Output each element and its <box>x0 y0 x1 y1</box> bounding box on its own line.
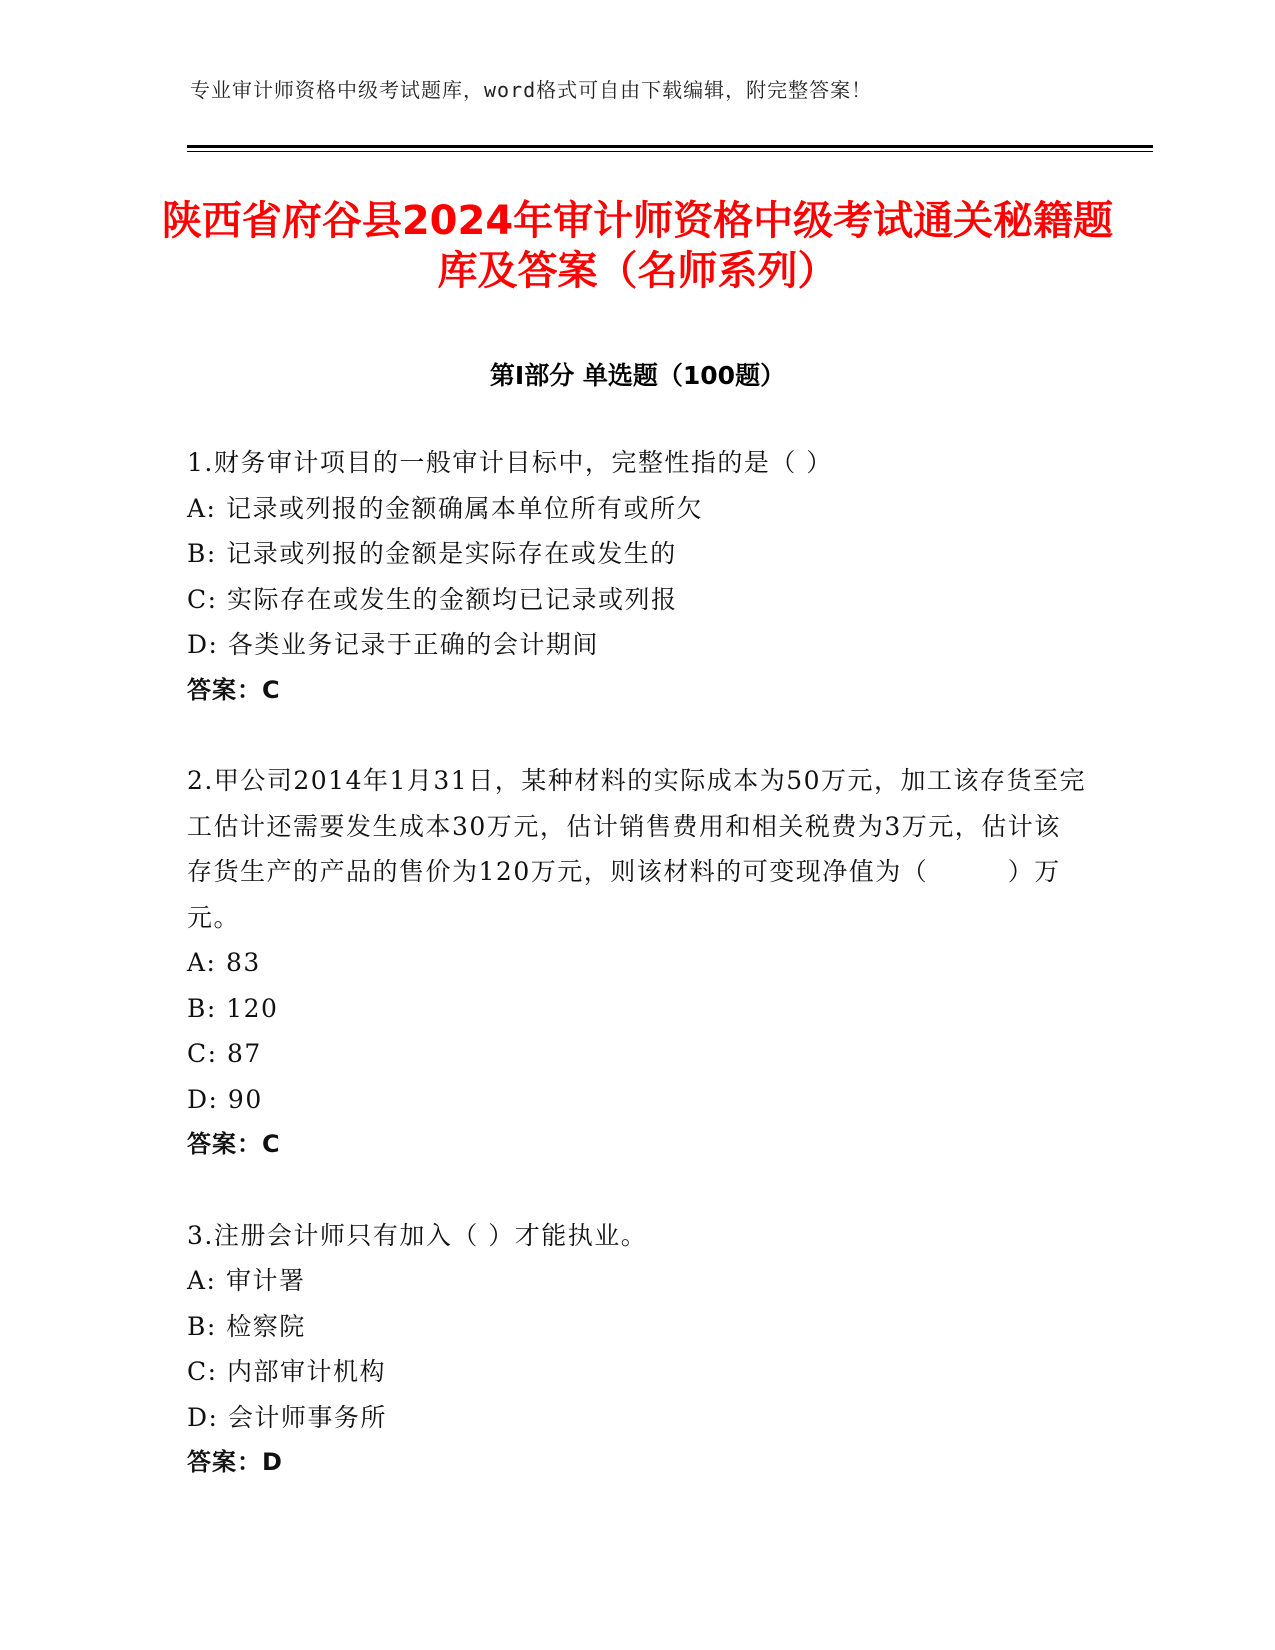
document-title: 陕西省府谷县2024年审计师资格中级考试通关秘籍题库及答案（名师系列） <box>161 198 1114 294</box>
option-text: 120 <box>226 993 279 1023</box>
question-list <box>187 440 1087 1531</box>
question-2 <box>187 758 1087 1168</box>
option-letter: C: <box>187 1039 218 1068</box>
option-letter: B: <box>187 539 217 568</box>
option-letter: C: <box>187 1357 218 1386</box>
option-a <box>187 486 1087 532</box>
option-letter: D: <box>187 1084 219 1114</box>
header-rule-thick <box>187 145 1153 148</box>
option-letter: B: <box>187 1311 217 1341</box>
option-letter: C: <box>187 584 218 614</box>
option-letter: A: <box>187 493 217 523</box>
option-text: 检察院 <box>226 1311 306 1341</box>
option-letter: D: <box>187 1402 219 1432</box>
question-stem: 1.财务审计项目的一般审计目标中，完整性指的是（ ） <box>187 448 833 477</box>
option-text: 83 <box>225 948 261 977</box>
option-text: 会计师事务所 <box>227 1402 387 1432</box>
question-1 <box>187 440 1087 713</box>
option-text: 记录或列报的金额确属本单位所有或所欠 <box>225 493 703 523</box>
answer-line: 答案：C <box>187 675 281 704</box>
option-text: 记录或列报的金额是实际存在或发生的 <box>226 539 677 568</box>
option-text: 审计署 <box>225 1266 306 1295</box>
option-b <box>187 986 1087 1032</box>
header-rule-thin <box>187 151 1153 152</box>
option-c <box>187 1031 1087 1077</box>
answer-line: 答案：C <box>187 1130 281 1158</box>
option-text: 各类业务记录于正确的会计期间 <box>227 630 599 659</box>
option-d <box>187 1395 1087 1441</box>
option-letter: A: <box>187 1266 217 1295</box>
option-text: 实际存在或发生的金额均已记录或列报 <box>227 584 678 614</box>
option-letter: D: <box>187 630 219 659</box>
header-note: 专业审计师资格中级考试题库，word格式可自由下载编辑，附完整答案！ <box>190 78 873 102</box>
section-heading: 第Ⅰ部分 单选题（100题） <box>489 361 786 390</box>
option-d <box>187 622 1087 668</box>
option-c <box>187 1349 1087 1395</box>
option-b <box>187 531 1087 577</box>
option-text: 87 <box>227 1039 262 1068</box>
option-c <box>187 577 1087 623</box>
question-stem: 2.甲公司2014年1月31日，某种材料的实际成本为50万元，加工该存货至完工估计还需要发生成本30万元，估计销售费用和相关税费为3万元，估计该存货生产的产品的售价为120万元，则该材料的可变现净值为（ ）万元。 <box>187 766 1087 932</box>
question-stem: 3.注册会计师只有加入（ ）才能执业。 <box>187 1220 648 1250</box>
option-b <box>187 1304 1087 1350</box>
option-a <box>187 1258 1087 1304</box>
answer-line: 答案：D <box>187 1448 283 1476</box>
option-letter: A: <box>187 948 217 977</box>
option-a <box>187 940 1087 986</box>
option-text: 内部审计机构 <box>227 1357 387 1386</box>
question-3 <box>187 1213 1087 1486</box>
option-d <box>187 1077 1087 1123</box>
option-text: 90 <box>227 1084 263 1114</box>
option-letter: B: <box>187 993 217 1023</box>
